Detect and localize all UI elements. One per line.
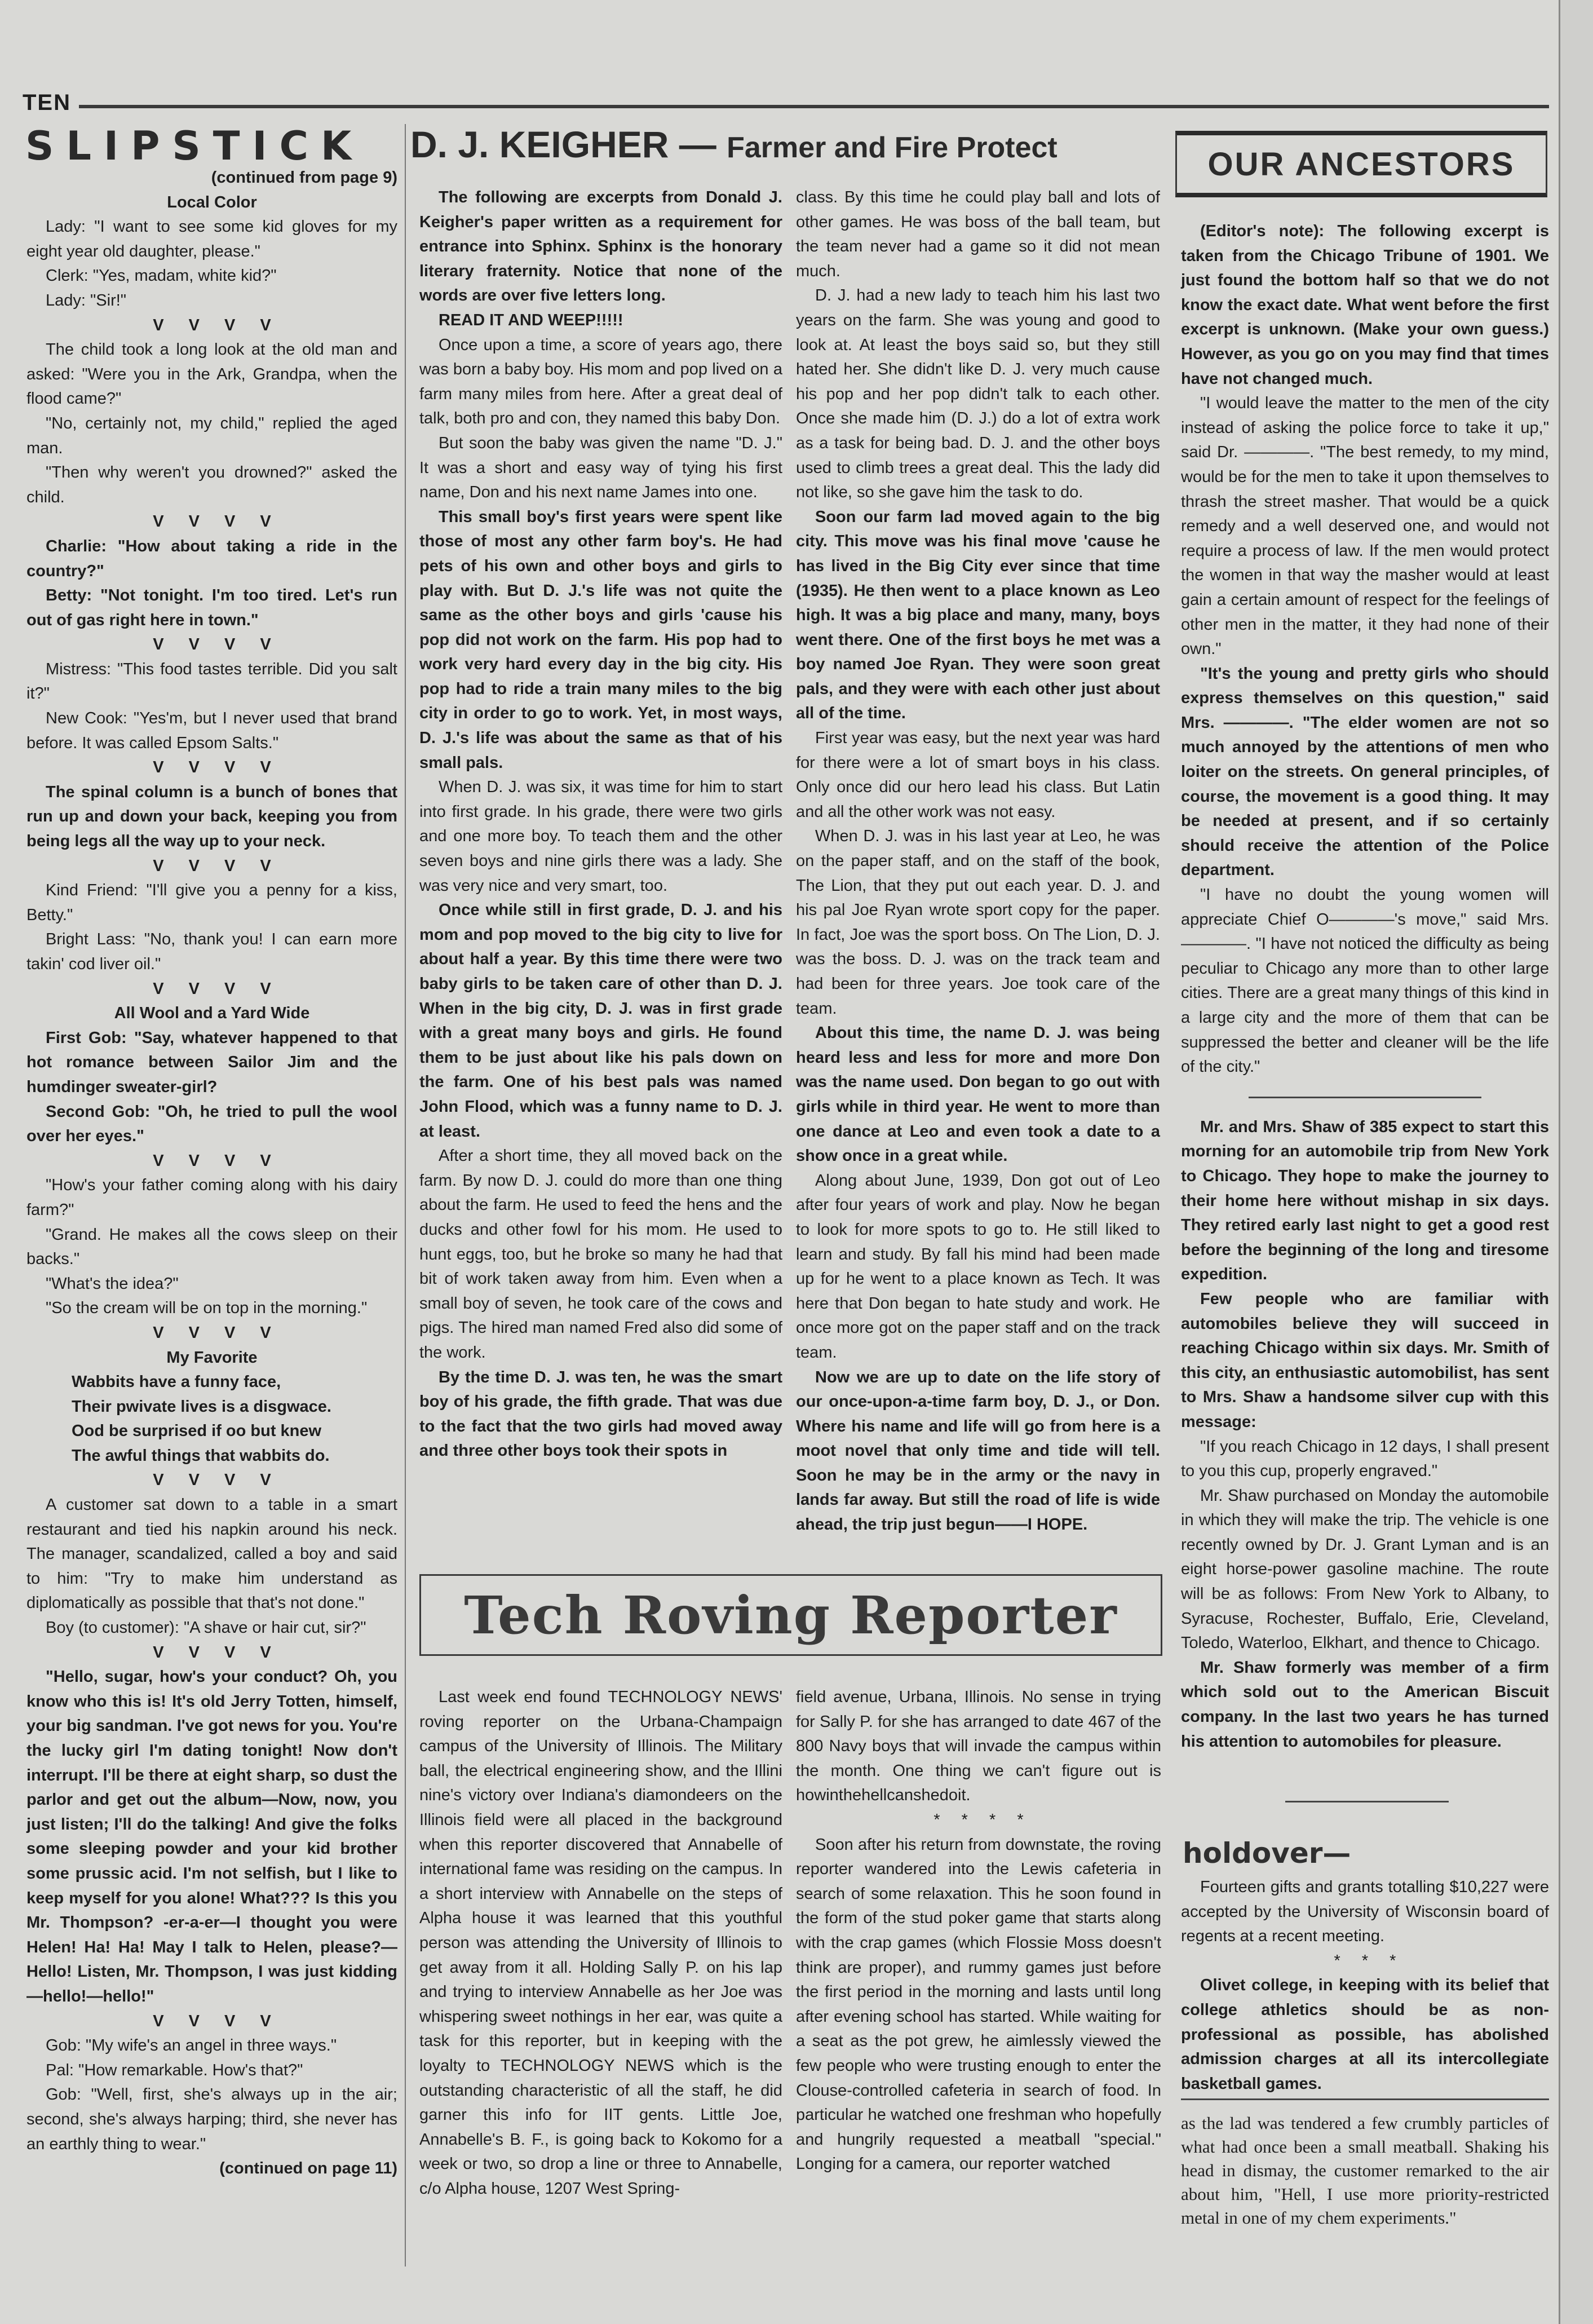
paragraph: The child took a long look at the old man and asked: "Were you in the Ark, Grandpa, when the flood came?" — [26, 341, 397, 408]
paragraph: Pal: "How remarkable. How's that?" — [46, 2061, 303, 2079]
paragraph: Now we are up to date on the life story of our once-upon-a-time farm boy, D. J., or Don. Where his name and life will go from here is a moot novel that only time and tide will tell. Soon he may be in the army or the navy in lands far away. But still the road of life is wide ahead, the trip just begun——I HOPE. — [796, 1368, 1160, 1534]
separator: * * * * — [933, 1810, 1024, 1829]
paragraph: "How's your father coming along with his dairy farm?" — [26, 1176, 397, 1219]
paragraph: Lady: "Sir!" — [46, 291, 127, 310]
paragraph: After a short time, they all moved back on the farm. By now D. J. could do more than one thing about the farm. He used to feed the hens and the ducks and other fowl for his mom. He used to hunt eggs, too, but he broke so many he had that bit of work taken away from him. Even when a small boy of seven, he took care of the cows and pigs. The hired man named Fred also did some of the work. — [419, 1147, 782, 1362]
our-ancestors-column — [1181, 219, 1549, 1754]
roving-reporter-heading: Tech Roving Reporter — [464, 1584, 1118, 1646]
subheading: All Wool and a Yard Wide — [114, 1004, 310, 1023]
paragraph: First year was easy, but the next year was hard for there were a lot of smart boys in his class. Only once did our hero lead his class. But Latin and all the other work was not easy. — [796, 729, 1160, 821]
separator: V V V V — [153, 979, 271, 998]
paragraph: "Then why weren't you drowned?" asked the child. — [26, 463, 397, 506]
paragraph: Bright Lass: "No, thank you! I can earn more takin' cod liver oil." — [26, 930, 397, 973]
keigher-headline-name: D. J. KEIGHER — — [410, 123, 716, 165]
paragraph: Fourteen gifts and grants totalling $10,227 were accepted by the University of Wisconsin board of regents at a recent meeting. — [1181, 1878, 1549, 1946]
subheading: My Favorite — [166, 1348, 258, 1367]
paragraph: "So the cream will be on top in the morning." — [46, 1299, 368, 1318]
column-divider — [405, 124, 406, 2266]
subheading: Local Color — [167, 193, 257, 211]
paragraph: Boy (to customer): "A shave or hair cut, sir?" — [46, 1619, 366, 1637]
section-rule — [1285, 1801, 1449, 1802]
paragraph: First Gob: "Say, whatever happened to that hot romance between Sailor Jim and the humdinger sweater-girl? — [26, 1028, 397, 1096]
paragraph: Second Gob: "Oh, he tried to pull the wool over her eyes." — [26, 1102, 397, 1146]
paragraph: D. J. had a new lady to teach him his last two years on the farm. She was young and good to look at. At least the boys said so, but they still hated her. She didn't like D. J. very much cause his pop and her pop didn't talk to each other. Once she made him (D. J.) do a lot of extra work as a task for being bad. D. J. and the other boys used to climb trees a great deal. This the lady did not like, so she gave him the task to do. — [796, 286, 1160, 502]
paragraph: "What's the idea?" — [46, 1274, 179, 1293]
roving-reporter-column-1 — [419, 1685, 782, 2201]
holdover-heading: holdover— — [1183, 1837, 1351, 1870]
paragraph: By the time D. J. was ten, he was the smart boy of his grade, the fifth grade. That was due to the fact that the two girls had moved away and three other boys took their spots in — [419, 1368, 782, 1460]
paragraph: Last week end found TECHNOLOGY NEWS' roving reporter on the Urbana-Champaign campus of the University of Illinois. The Military ball, the electrical engineering show, and the Illini nine's victory over Indiana's diamondeers on the Illinois field were all placed in the background when this reporter discovered that Annabelle of international fame was residing on the campus. In a short interview with Annabelle on the steps of Alpha house it was learned that this youthful person was attending the University of Illinois to get away from it all. Holding Sally P. on his lap and trying to interview Annabelle as her Joe was whispering sweet nothings in her ear, was quite a task for this reporter, but in keeping with the loyalty to TECHNOLOGY NEWS which is the outstanding characteristic of all the staff, he did garner this info for IIT gents. Little Joe, Annabelle's B. F., is going back to Kokomo for a week or two, so drop a line or three to Annabelle, c/o Alpha house, 1207 West Spring- — [419, 1688, 782, 2198]
separator: V V V V — [153, 1323, 271, 1342]
paragraph: Charlie: "How about taking a ride in the country?" — [26, 537, 397, 580]
paragraph: The awful things that wabbits do. — [72, 1446, 330, 1465]
paragraph: Mr. Shaw purchased on Monday the automobile in which they will make the trip. The vehicle is one recently owned by Dr. J. Grant Lyman and is an eight horse-power gasoline machine. The route will be as follows: From New York to Albany, to Syracuse, Rochester, Buffalo, Erie, Cleveland, Toledo, Waterloo, Elkhart, and thence to Chicago. — [1181, 1486, 1549, 1653]
paragraph: "No, certainly not, my child," replied the aged man. — [26, 414, 397, 457]
page-binding-edge — [1559, 0, 1593, 2324]
separator: V V V V — [153, 2012, 271, 2030]
keigher-column-2 — [796, 185, 1160, 1537]
slipstick-column — [26, 166, 397, 2181]
paragraph: field avenue, Urbana, Illinois. No sense in trying for Sally P. for she has arranged to date 467 of the 800 Navy boys that will invade the campus within the month. One thing we can't figure out is howinthehellcanshedoit. — [796, 1688, 1161, 1805]
separator: V V V V — [153, 635, 271, 654]
paragraph: Once while still in first grade, D. J. and his mom and pop moved to the big city to live for about half a year. By this time there were two baby girls to be taken care of other than D. J. When in the big city, D. J. was in first grade with a great many boys and girls. He found them to be just about like his pals down on the farm. One of his best pals was named John Flood, which was a funny name to D. J. at least. — [419, 901, 782, 1141]
paragraph: READ IT AND WEEP!!!!! — [439, 311, 623, 329]
separator: V V V V — [153, 1151, 271, 1170]
separator: V V V V — [153, 856, 271, 875]
paragraph: Gob: "Well, first, she's always up in the air; second, she's always harping; third, she never has an earthly thing to wear." — [26, 2086, 397, 2153]
paragraph: Mr. Shaw formerly was member of a firm which sold out to the American Biscuit company. In the last two years he has turned his attention to automobiles for pleasure. — [1181, 1658, 1549, 1751]
paragraph: Wabbits have a funny face, — [72, 1373, 281, 1391]
header-rule — [79, 105, 1549, 108]
separator: V V V V — [153, 758, 271, 777]
paragraph: Lady: "I want to see some kid gloves for my eight year old daughter, please." — [26, 218, 397, 260]
keigher-headline-subtitle: Farmer and Fire Protect — [727, 131, 1057, 164]
paragraph: Gob: "My wife's an angel in three ways." — [46, 2036, 337, 2055]
section-rule — [1181, 2098, 1549, 2100]
roving-reporter-column-2 — [796, 1685, 1161, 2177]
paragraph: "It's the young and pretty girls who should express themselves on this question," said Mrs. ————. "The elder women are not so much annoyed by the attentions of men who loiter on the streets. On general principles, of course, the movement is a good thing. It may be needed at present, and if so certainly should receive the attention of the Police department. — [1181, 664, 1549, 880]
separator: V V V V — [153, 1643, 271, 1662]
paragraph: "Hello, sugar, how's your conduct? Oh, you know who this is! It's old Jerry Totten, himself, your big sandman. I've got news for you. You're the lucky girl I'm dating tonight! Now don't interrupt. I'll be there at eight sharp, so dust the parlor and get out the album—Now, now, you just listen; I'll do the talking! And give the folks some sleeping powder and your kid brother some prussic acid. I'm not selfish, but I like to keep myself for you alone! What??? Is this you Mr. Thompson? -er-a-er—I thought you were Helen! Ha! Ha! May I talk to Helen, please?—Hello! Listen, Mr. Thompson, I was just kidding—hello!—hello!" — [26, 1668, 397, 2005]
slipstick-heading: SLIPSTICK — [25, 123, 364, 169]
separator: V V V V — [153, 316, 271, 334]
paragraph: But soon the baby was given the name "D. J." It was a short and easy way of tying his first name, Don and his next name James into one. — [419, 434, 782, 502]
keigher-column-1 — [419, 185, 782, 1464]
paragraph: "I have no doubt the young women will appreciate Chief O————'s move," said Mrs. ————. "I have not noticed the difficulty as being peculiar to Chicago any more than to other large cities. There are a great many things of this kind in a large city and the more of them that can be suppressed the better and cleaner will be the life of the city." — [1181, 886, 1549, 1076]
paragraph: Once upon a time, a score of years ago, there was born a baby boy. His mom and pop lived on a farm many miles from here. After a great deal of talk, both pro and con, they named this baby Don. — [419, 335, 782, 428]
separator: * * * — [1334, 1951, 1396, 1970]
paragraph: Mr. and Mrs. Shaw of 385 expect to start this morning for an automobile trip from New York to Chicago. They hope to make the journey to their home here without mishap in six days. They retired early last night to get a good rest before the beginning of the long and tiresome expedition. — [1181, 1117, 1549, 1284]
paragraph: A customer sat down to a table in a smart restaurant and tied his napkin around his neck. The manager, scandalized, called a boy and said to him: "Try to make him understand as diplomatically as possible that that's not done." — [26, 1496, 397, 1612]
paragraph: Mistress: "This food tastes terrible. Did you salt it?" — [26, 660, 397, 703]
paragraph: "If you reach Chicago in 12 days, I shall present to you this cup, properly engraved." — [1181, 1437, 1549, 1481]
keigher-headline — [410, 123, 1160, 166]
paragraph: Few people who are familiar with automobiles believe they will succeed in reaching Chicago within six days. Mr. Smith of this city, an enthusiastic automobilist, has sent to Mrs. Shaw a handsome silver cup with this message: — [1181, 1289, 1549, 1431]
section-rule — [1249, 1097, 1481, 1098]
paragraph: class. By this time he could play ball and lots of other games. He was boss of the ball team, but the team never had a game so it did not mean much. — [796, 188, 1160, 280]
paragraph: (continued from page 9) — [211, 169, 397, 187]
paragraph: (continued on page 11) — [219, 2159, 397, 2178]
paragraph: When D. J. was six, it was time for him to start into first grade. In his grade, there were two girls and one more boy. To teach them and the other seven boys and nine girls there was a lady. She was very nice and very smart, too. — [419, 778, 782, 895]
paragraph: Kind Friend: "I'll give you a penny for a kiss, Betty." — [26, 881, 397, 924]
paragraph: Along about June, 1939, Don got out of Leo after four years of work and play. Now he began to look for more spots to go to. He still liked to learn and study. By fall his mind had been made up for he went to a place known as Tech. It was here that Don began to hate study and work. He once more got on the paper staff and on the track team. — [796, 1171, 1160, 1362]
paragraph: Clerk: "Yes, madam, white kid?" — [46, 267, 277, 285]
separator: V V V V — [153, 1471, 271, 1490]
paragraph: Soon after his return from downstate, the roving reporter wandered into the Lewis cafeteria in search of some relaxation. This he soon found in the form of the stud poker game that starts along with the crap games (which Flossie Moss doesn't think are proper), and rummy games just before the first period in the morning and lasts until long after evening school has started. While waiting for a seat as the pot grew, he aimlessly viewed the few people who were trusting enough to enter the Clouse-controlled cafeteria in search of food. In particular he watched one freshman who hopefully and hungrily requested a meatball "special." Longing for a camera, our reporter watched — [796, 1835, 1161, 2173]
paragraph: Olivet college, in keeping with its belief that college athletics should be as non-professional as possible, has abolished admission charges at all its intercollegiate basketball games. — [1181, 1976, 1549, 2093]
paragraph: Soon our farm lad moved again to the big city. This move was his final move 'cause he has lived in the Big City ever since that time (1935). He then went to a place known as Leo high. It was a big place and many, many, boys went there. One of the first boys he met was a boy named Joe Ryan. They were soon great pals, and they were with each other just about all of the time. — [796, 507, 1160, 723]
paragraph: Betty: "Not tonight. I'm too tired. Let's run out of gas right here in town." — [26, 586, 397, 629]
paragraph: Ood be surprised if oo but knew — [72, 1422, 322, 1441]
paragraph: About this time, the name D. J. was being heard less and less for more and more Don was the name used. Don began to go out with girls while in third year. He went to more than one dance at Leo and even took a date to a show once in a great while. — [796, 1024, 1160, 1165]
continuation-paragraph: as the lad was tendered a few crumbly particles of what had once been a small meatball. Shaking his head in dismay, the customer remarked to the air about him, "Hell, I use more priority-restricted metal in one of my chem experiments." — [1181, 2113, 1549, 2228]
roving-reporter-continuation — [1181, 2111, 1549, 2230]
our-ancestors-heading: OUR ANCESTORS — [1175, 131, 1547, 197]
paragraph: (Editor's note): The following excerpt is taken from the Chicago Tribune of 1901. We just found the bottom half so that we do not know the exact date. What went before the first excerpt is unknown. (Make your own guess.) However, as you go on you may find that times have not changed much. — [1181, 222, 1549, 388]
paragraph: When D. J. was in his last year at Leo, he was on the paper staff, and on the staff of the book, The Lion, that they put out each year. D. J. and his pal Joe Ryan wrote sport copy for the paper. In fact, Joe was the sport boss. On The Lion, D. J. was the boss. D. J. was on the track team and had been for three years. Joe took care of the team. — [796, 827, 1160, 1018]
paragraph: This small boy's first years were spent like those of most any other farm boy's. He had pets of his own and other boys and girls to play with. But D. J.'s life was not quite the same as the other boys and girls 'cause his pop did not work on the farm. His pop had to work very hard every day in the big city. His pop had to ride a train many miles to the big city in order to go to work. Yet, in most ways, D. J.'s life was about the same as that of his small pals. — [419, 507, 782, 772]
paragraph: New Cook: "Yes'm, but I never used that brand before. It was called Epsom Salts." — [26, 709, 397, 752]
paragraph: "Grand. He makes all the cows sleep on their backs." — [26, 1225, 397, 1269]
page-number: TEN — [23, 90, 71, 115]
paragraph: The spinal column is a bunch of bones that run up and down your back, keeping you from being legs all the way up to your neck. — [26, 783, 397, 851]
roving-reporter-heading-box — [419, 1574, 1162, 1656]
holdover-column — [1181, 1875, 1549, 2096]
paragraph: The following are excerpts from Donald J. Keigher's paper written as a requirement for entrance into Sphinx. Sphinx is the honorary literary fraternity. Notice that none of the words are over five letters long. — [419, 188, 782, 305]
separator: V V V V — [153, 512, 271, 531]
paragraph: "I would leave the matter to the men of the city instead of asking the police force to take it up," said Dr. ————. "The best remedy, to my mind, would be for the men to take it upon themselves to thrash the street masher. That would be a quick remedy and a well deserved one, and would not require a process of law. If the men would protect the women in that way the masher would at least gain a certain amount of respect for the feelings of other men in the matter, it they had none of their own." — [1181, 394, 1549, 659]
paragraph: Their pwivate lives is a disgwace. — [72, 1397, 331, 1416]
